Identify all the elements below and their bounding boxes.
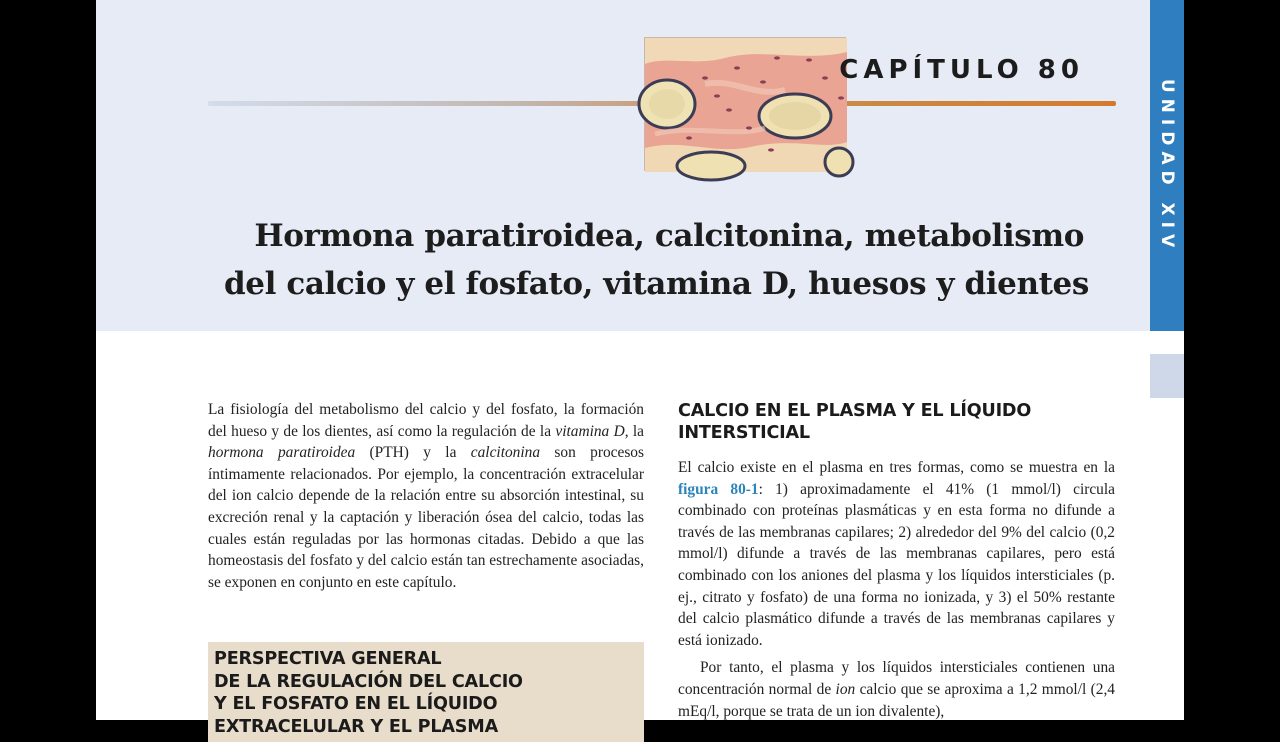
figure-80-1-link[interactable]: figura 80-1 [678, 480, 759, 498]
chapter-title-line-2: del calcio y el fosfato, vitamina D, huesos y dientes [224, 266, 1089, 302]
paragraph-concentracion [678, 657, 1115, 722]
intro-text-2: , la [624, 422, 644, 440]
header-rule-left [208, 101, 644, 106]
unit-side-tab-label: UNIDAD XIV [1157, 78, 1177, 253]
bone-histology-illustration [645, 38, 847, 172]
book-page [96, 0, 1184, 737]
unit-side-tab-lower [1150, 354, 1184, 398]
paragraph-text: : 1) aproximadamente el 41% (1 mmol/l) circula combinado con proteínas plasmáticas y en esta forma no difunde a través de las membranas capilares; 2) alrededor del 9% del calcio (0,2 mmol/l) difunde a través de las membranas capilares, pero está combinado con los aniones del plasma y los líquidos intersticiales (p. ej., citrato y fosfato) de una forma no ionizada, y 3) el 50% restante del calcio plasmático difunde a través de las membranas capilares y está ionizado. [678, 480, 1115, 649]
chapter-title [224, 212, 1089, 308]
paragraph-text: calcio que se aproxima a 1,2 mmol/l (2,4 mEq/l, porque se trata de un ion divalente), [678, 680, 1115, 720]
section-heading-line-3: Y EL FOSFATO EN EL LÍQUIDO [214, 694, 498, 714]
chapter-header-band [96, 0, 1150, 331]
chapter-number: CAPÍTULO 80 [839, 55, 1084, 85]
intro-text-1: La fisiología del metabolismo del calcio y del fosfato, la formación del hueso y de los dientes, así como la regulación de la [208, 401, 644, 440]
intro-term-vitamina-d: vitamina D [555, 422, 625, 440]
paragraph-calcio-formas [678, 457, 1115, 651]
intro-term-calcitonina: calcitonina [470, 444, 541, 462]
chapter-title-line-1: Hormona paratiroidea, calcitonina, metabolismo [254, 218, 1084, 254]
intro-column [208, 399, 644, 593]
bone-tissue-image [644, 37, 846, 171]
header-rule-right [844, 101, 1116, 106]
section-heading-line-1: CALCIO EN EL PLASMA Y EL LÍQUIDO [678, 401, 1032, 421]
section-heading-box [208, 642, 644, 742]
section-heading-calcio-plasma [678, 400, 1115, 444]
paragraph-text: El calcio existe en el plasma en tres formas, como se muestra en la [678, 459, 1115, 476]
section-heading-line-2: INTERSTICIAL [678, 423, 810, 443]
paragraph-text: Por tanto, el plasma y los líquidos intersticiales contienen una concentración normal de [678, 659, 1115, 698]
section-heading-line-4: EXTRACELULAR Y EL PLASMA [214, 716, 498, 737]
section-heading-overview [208, 642, 644, 738]
intro-text-3: (PTH) y la [355, 444, 471, 462]
intro-text-4: son procesos íntimamente relacionados. Por ejemplo, la concentración extracelular del ion calcio depende de la relación entre su absorción intestinal, su excreción renal y la captación y liberación ósea del calcio, todas las cuales están reguladas por las hormonas citadas. Debido a que las homeostasis del fosfato y del calcio están tan estrechamente asociadas, se exponen en conjunto en este capítulo. [208, 444, 644, 591]
section-heading-line-1: PERSPECTIVA GENERAL [214, 649, 442, 669]
section-heading-line-2: DE LA REGULACIÓN DEL CALCIO [214, 671, 523, 692]
intro-term-hormona-paratiroidea: hormona paratiroidea [208, 444, 356, 462]
right-column [678, 400, 1115, 722]
intro-paragraph [208, 399, 644, 593]
unit-side-tab [1150, 0, 1184, 331]
term-ion: ion [835, 680, 856, 698]
